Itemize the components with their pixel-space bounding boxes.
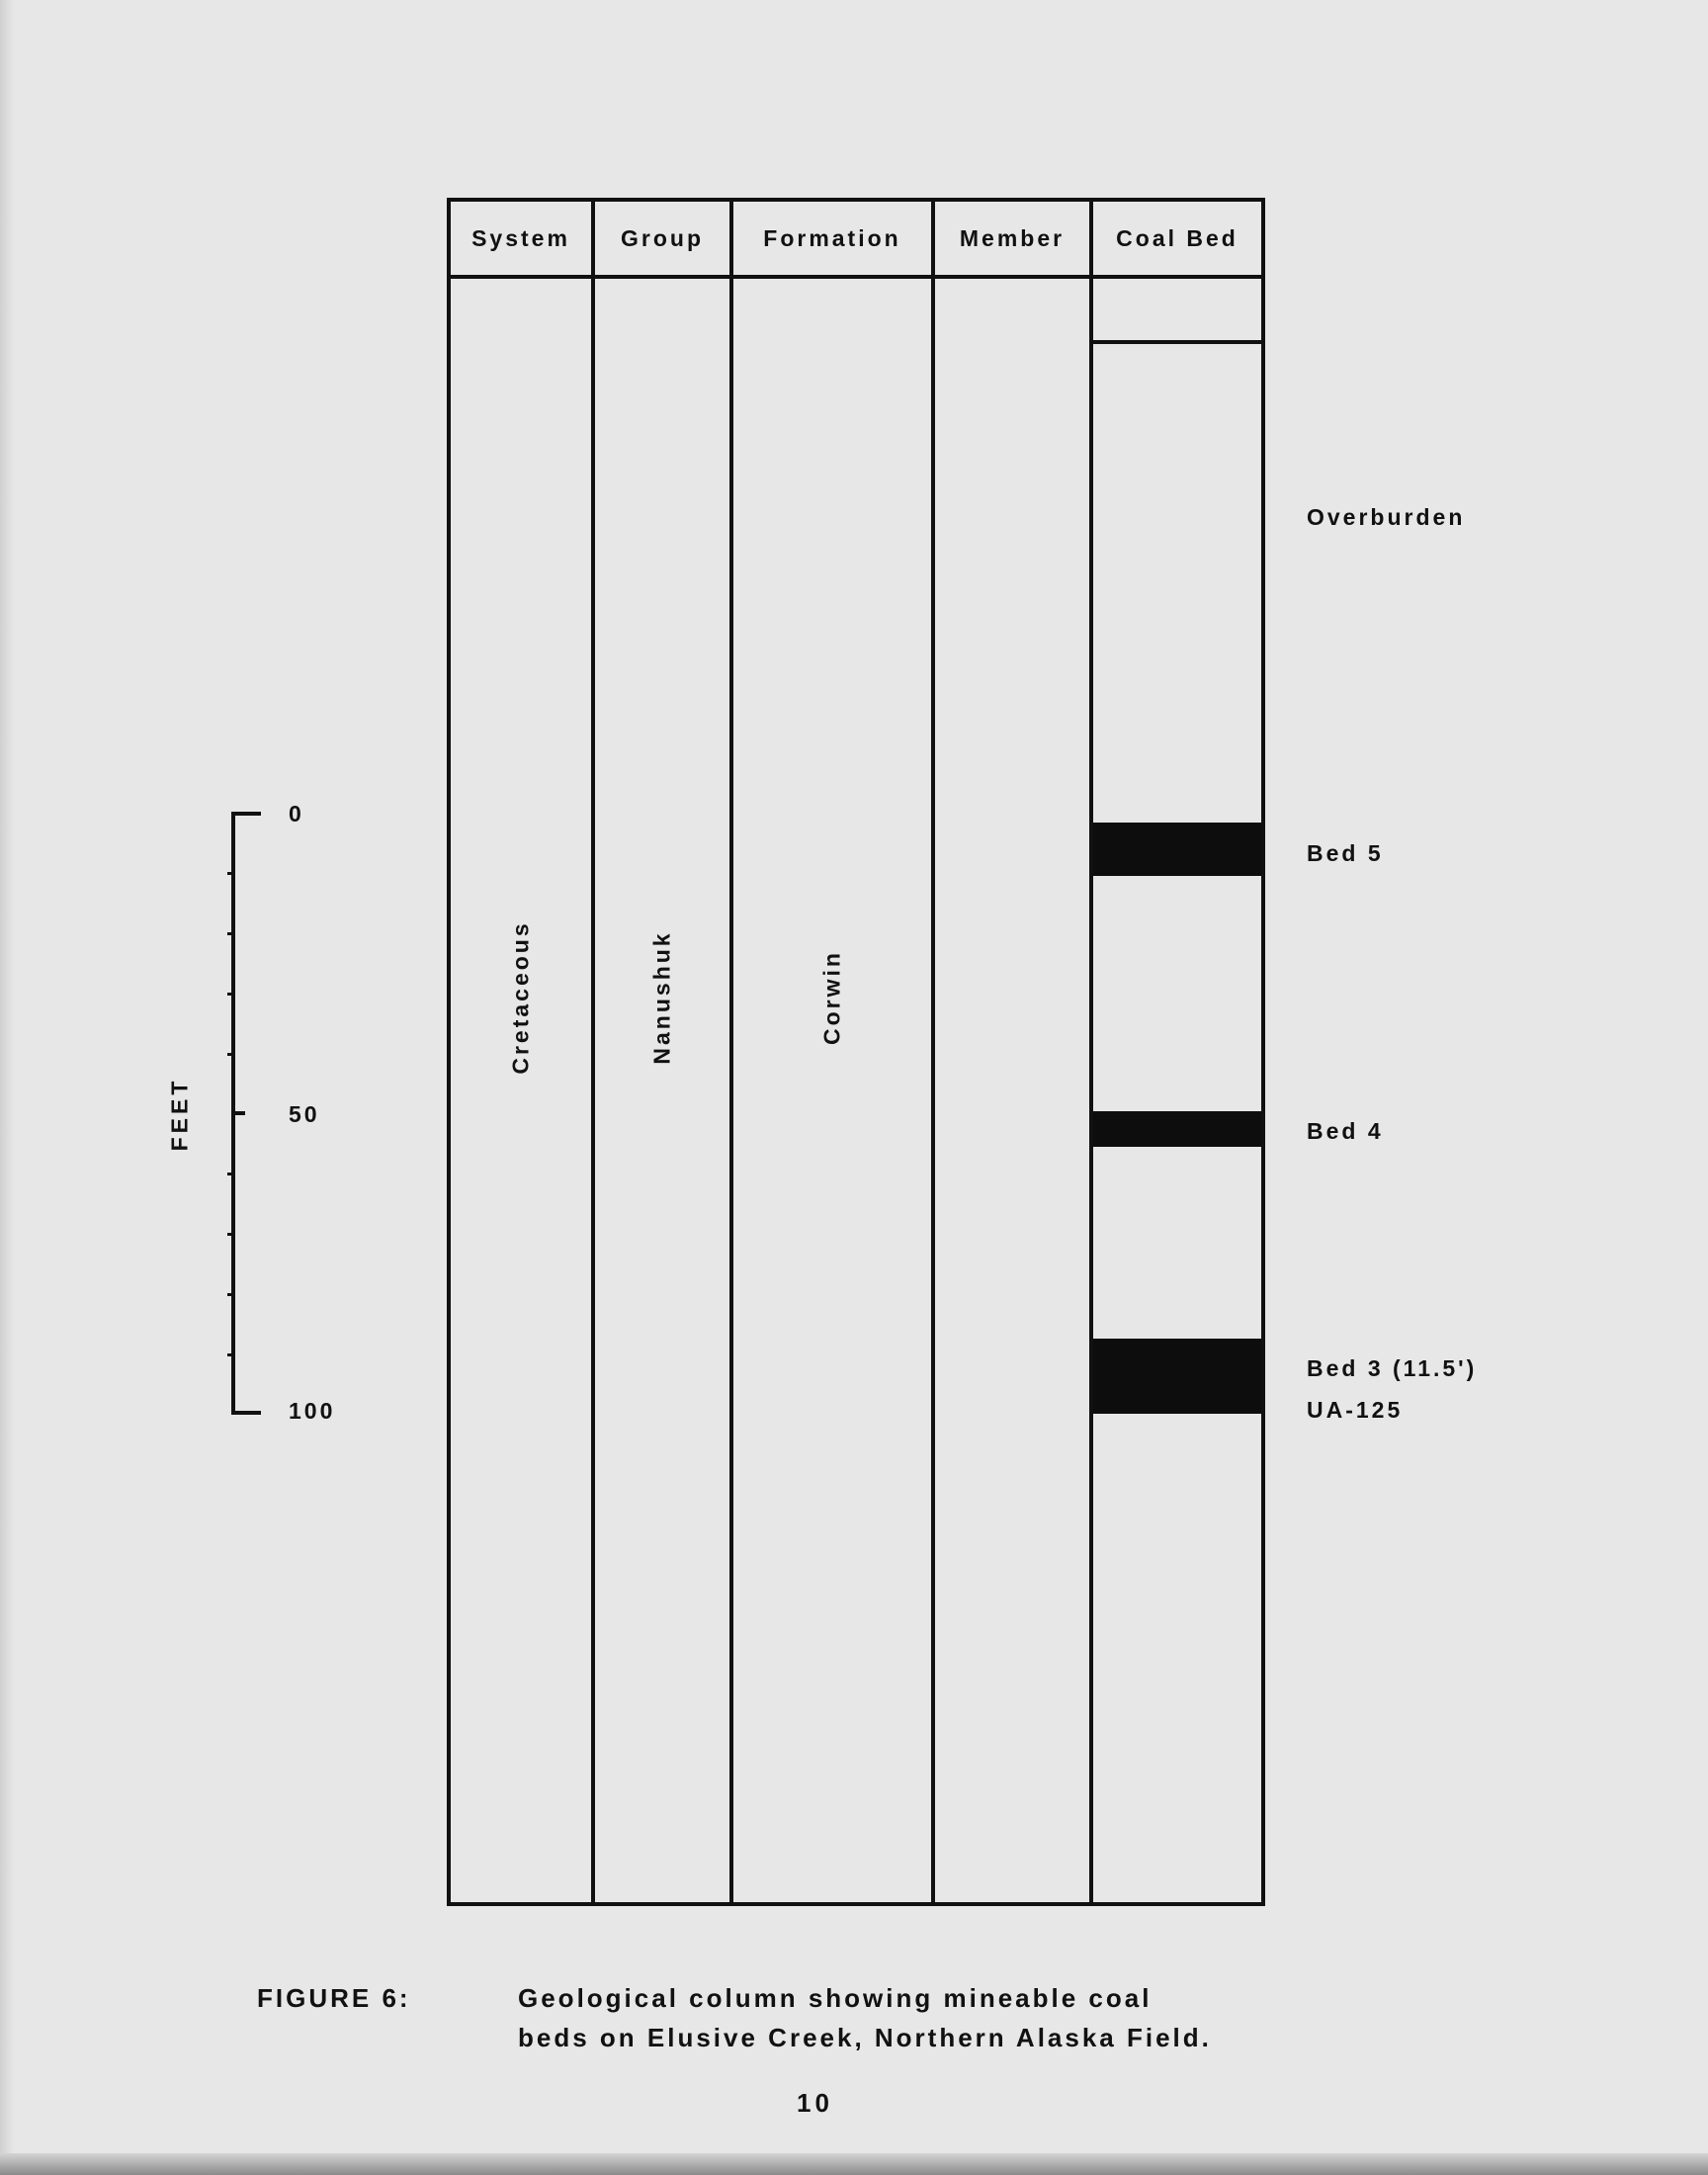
scale-label-50: 50: [289, 1101, 320, 1127]
member-column: [935, 202, 1093, 1902]
group-unit-label: Nanushuk: [648, 930, 675, 1065]
caption-line-1: Geological column showing mineable coal: [518, 1983, 1153, 2013]
system-column: [451, 202, 595, 1902]
scale-tick: [227, 1233, 233, 1236]
coal-seam-bed-4: [1093, 1111, 1261, 1147]
scale-unit-label: FEET: [166, 1077, 193, 1152]
figure-number: FIGURE 6:: [257, 1983, 411, 2013]
coal-bed-header: Coal Bed: [1093, 202, 1261, 279]
page-edge: [0, 0, 14, 2175]
coal-seam-bed-5: [1093, 823, 1261, 876]
page-number: 10: [797, 2088, 833, 2118]
scale-cap-top: [231, 812, 261, 816]
scale-label-0: 0: [289, 801, 304, 826]
bed-4-label: Bed 4: [1307, 1118, 1384, 1144]
page-edge-bottom: [0, 2153, 1708, 2175]
bed-3-label: Bed 3 (11.5'): [1307, 1355, 1478, 1381]
system-unit-label: Cretaceous: [507, 920, 534, 1075]
scale-label-100: 100: [289, 1398, 336, 1424]
geological-column-table: [447, 198, 1265, 1906]
scale-tick: [227, 1293, 233, 1296]
formation-column: [733, 202, 935, 1902]
coal-seam-bed-3: [1093, 1339, 1261, 1414]
coal-bed-top-divider: [1093, 340, 1261, 344]
formation-header: Formation: [733, 202, 931, 279]
formation-unit-label: Corwin: [818, 950, 845, 1045]
caption-line-2: beds on Elusive Creek, Northern Alaska Field.: [518, 2023, 1212, 2052]
scale-tick: [227, 993, 233, 996]
system-header: System: [451, 202, 591, 279]
member-header: Member: [935, 202, 1089, 279]
group-header: Group: [595, 202, 729, 279]
scale-cap-bottom: [231, 1411, 261, 1415]
scale-tick: [227, 872, 233, 875]
scale-tick: [227, 1353, 233, 1356]
scale-cap-middle: [231, 1111, 245, 1115]
bed-3-sample-label: UA-125: [1307, 1397, 1404, 1423]
group-column: [595, 202, 733, 1902]
bed-5-label: Bed 5: [1307, 840, 1384, 866]
scale-tick: [227, 932, 233, 935]
coal-bed-column: [1093, 202, 1261, 1902]
overburden-label: Overburden: [1307, 504, 1466, 530]
scale-tick: [227, 1173, 233, 1175]
scale-tick: [227, 1053, 233, 1056]
